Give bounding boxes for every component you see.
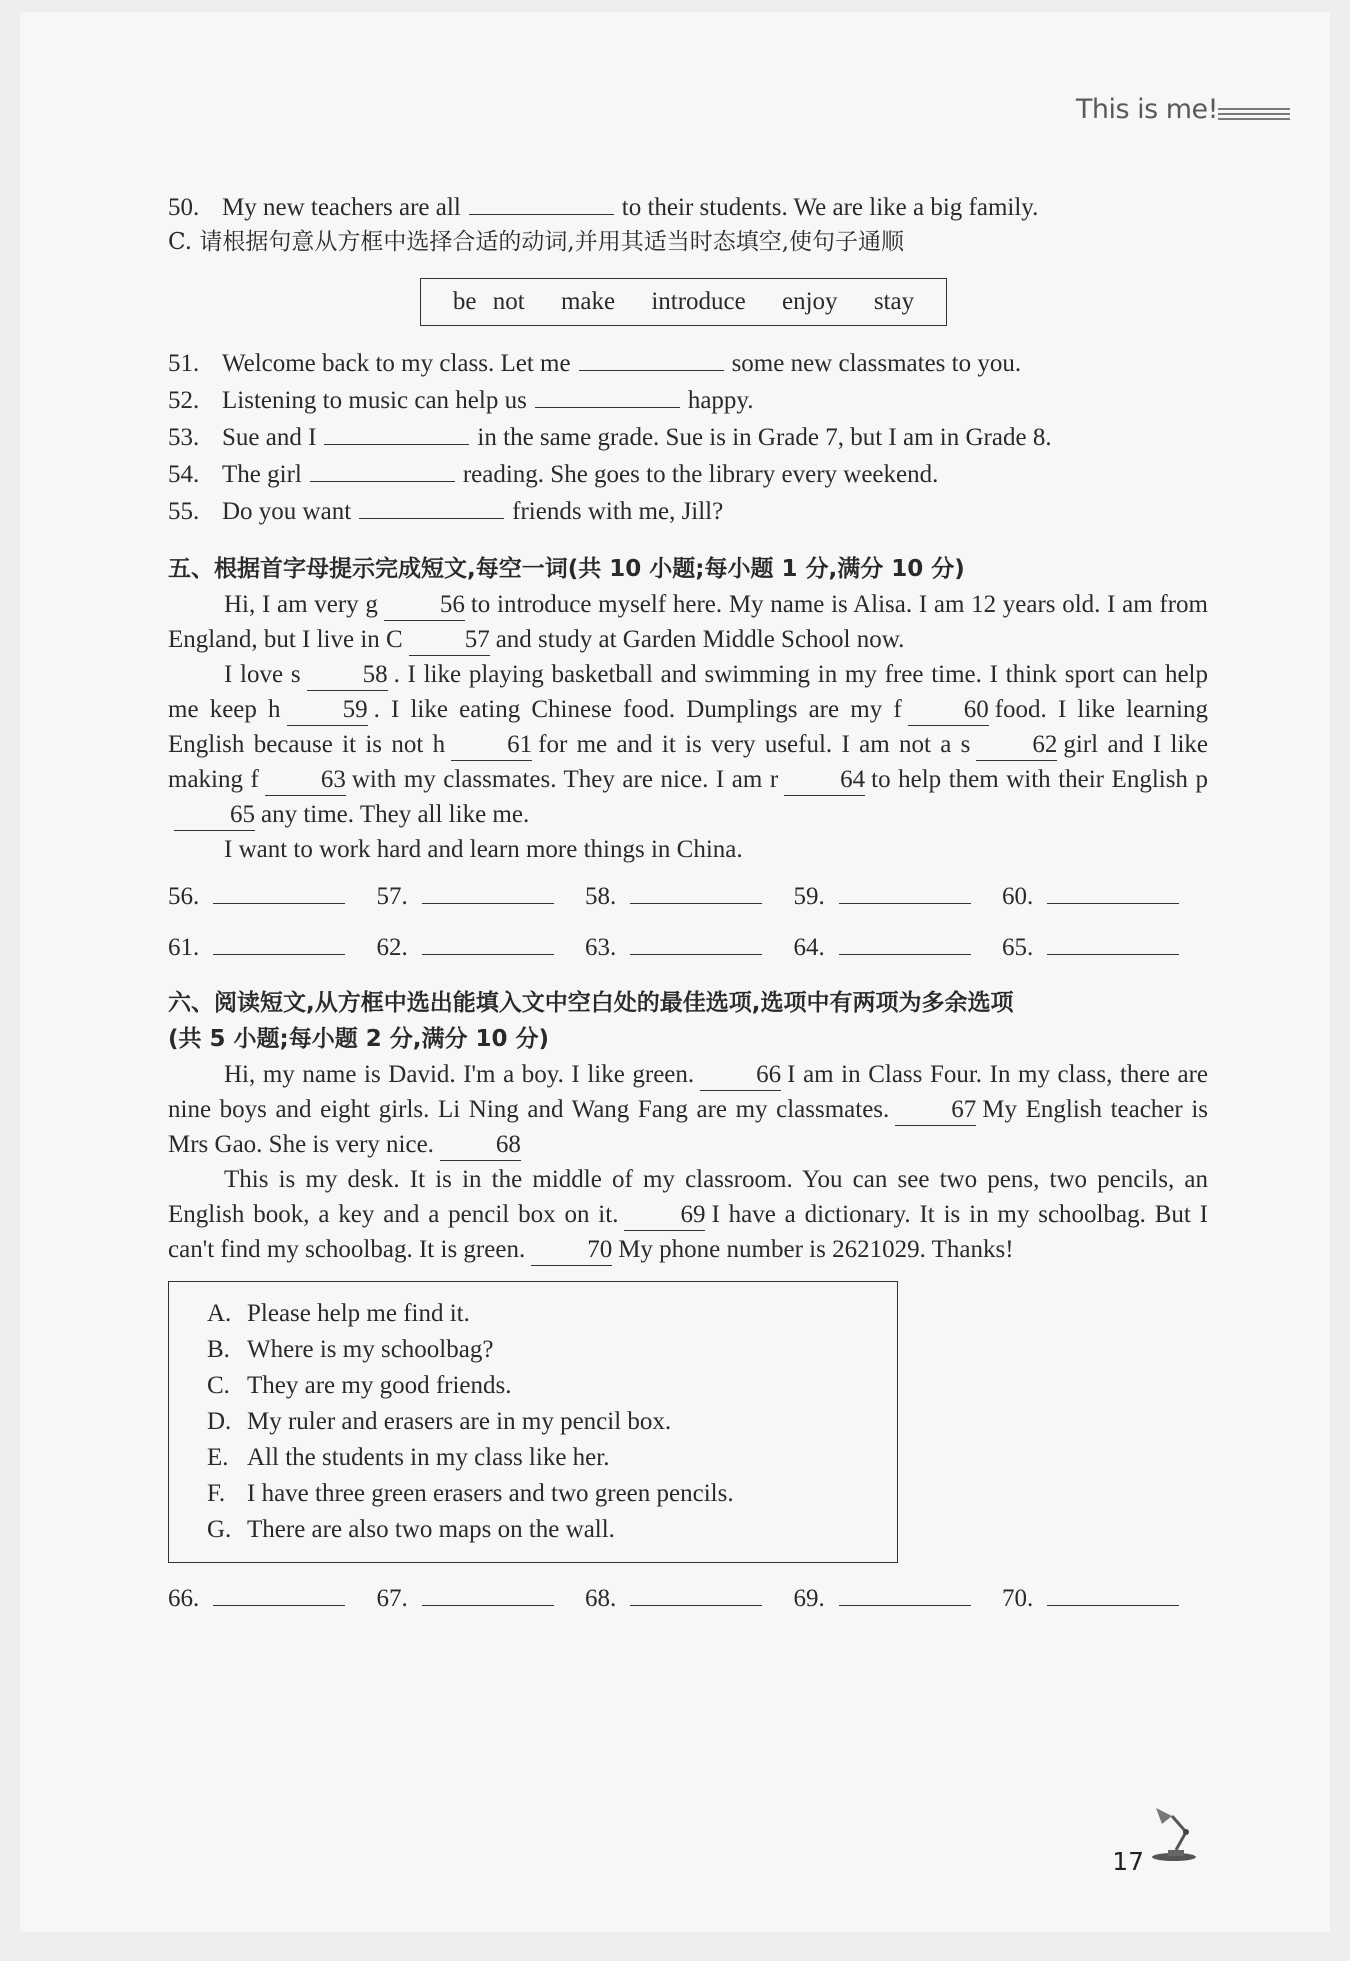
answer-blank[interactable] (579, 344, 724, 371)
answer-blank[interactable] (630, 928, 762, 955)
numbered-blank[interactable]: 68 (440, 1130, 521, 1161)
option-d[interactable]: D. My ruler and erasers are in my pencil box. (207, 1408, 672, 1435)
numbered-blank[interactable]: 57 (409, 625, 490, 656)
option-c[interactable]: C. They are my good friends. (207, 1372, 512, 1399)
options-box (168, 1281, 898, 1563)
numbered-blank[interactable]: 67 (895, 1095, 976, 1126)
numbered-blank[interactable]: 69 (624, 1200, 705, 1231)
answer-blank[interactable] (324, 418, 469, 445)
numbered-blank[interactable]: 58 (307, 660, 388, 691)
page-header-title: This is me! (1075, 94, 1218, 125)
answer-blank[interactable] (213, 928, 345, 955)
numbered-blank[interactable]: 62 (976, 730, 1057, 761)
header-decoration (1218, 108, 1290, 124)
answer-blank[interactable] (422, 928, 554, 955)
option-f[interactable]: F. I have three green erasers and two green pencils. (207, 1480, 734, 1507)
numbered-blank[interactable]: 56 (384, 590, 465, 621)
question-53: 53. Sue and I in the same grade. Sue is in Grade 7, but I am in Grade 8. (168, 418, 1208, 455)
numbered-blank[interactable]: 70 (531, 1235, 612, 1266)
workbook-page (20, 12, 1330, 1932)
section-5-paragraph-1: Hi, I am very g 56 to introduce myself here. My name is Alisa. I am 12 years old. I am from England, but I live in C 57 and study at Garden Middle School now. (168, 587, 1208, 657)
question-50: 50. My new teachers are all to their students. We are like a big family. (168, 188, 1208, 225)
numbered-blank[interactable]: 59 (287, 695, 368, 726)
section-5-paragraph-2: I love s 58 . I like playing basketball and swimming in my free time. I think sport can help me keep h 59 . I like eating Chinese food. Dumplings are my f 60 food. I like learning English because it is not h 61 for me and it is very useful. I am not a s 62 girl and I like making f 63 with my classmates. They are nice. I am r 64 to help them with their English p65 any time. They all like me. (168, 657, 1208, 832)
answer-blank[interactable] (213, 1579, 345, 1606)
answer-blank[interactable] (1047, 928, 1179, 955)
answer-blank[interactable] (213, 877, 345, 904)
option-b[interactable]: B. Where is my schoolbag? (207, 1336, 494, 1363)
question-54: 54. The girl reading. She goes to the library every weekend. (168, 455, 1208, 492)
question-52: 52. Listening to music can help us happy. (168, 381, 1208, 418)
answer-blank[interactable] (839, 928, 971, 955)
numbered-blank[interactable]: 64 (784, 765, 865, 796)
page-number: 17 (1112, 1847, 1144, 1876)
answer-blank[interactable] (630, 877, 762, 904)
question-55: 55. Do you want friends with me, Jill? (168, 492, 1208, 529)
answer-blank[interactable] (1047, 1579, 1179, 1606)
question-51: 51. Welcome back to my class. Let me some new classmates to you. (168, 344, 1208, 381)
answer-blank[interactable] (839, 1579, 971, 1606)
answer-blank[interactable] (469, 188, 614, 215)
option-e[interactable]: E. All the students in my class like her. (207, 1444, 610, 1471)
word-box (420, 278, 947, 326)
word-option: be not (452, 288, 525, 315)
part-c-instruction: C. 请根据句意从方框中选择合适的动词,并用其适当时态填空,使句子通顺 (168, 229, 905, 255)
page-content (168, 188, 1208, 1630)
word-option: introduce (651, 288, 746, 315)
section-6-paragraph-1: Hi, my name is David. I'm a boy. I like green. 66 I am in Class Four. In my class, there are nine boys and eight girls. Li Ning and Wang Fang are my classmates. 67 My English teacher is Mrs Gao. She is very nice. 68 (168, 1057, 1208, 1162)
numbered-blank[interactable]: 63 (265, 765, 346, 796)
option-a[interactable]: A. Please help me find it. (207, 1300, 470, 1327)
section-5-title: 五、根据首字母提示完成短文,每空一词(共 10 小题;每小题 1 分,满分 10 分) (168, 556, 965, 582)
option-g[interactable]: G. There are also two maps on the wall. (207, 1516, 615, 1543)
section-5-answer-row-1: 56. 57. 58. 59. 60. (168, 877, 1208, 914)
numbered-blank[interactable]: 66 (700, 1060, 781, 1091)
section-5-answer-row-2: 61. 62. 63. 64. 65. (168, 928, 1208, 965)
section-6-title: 六、阅读短文,从方框中选出能填入文中空白处的最佳选项,选项中有两项为多余选项 (共 5 小题;每小题 2 分,满分 10 分) (168, 990, 1014, 1052)
word-option: stay (873, 288, 915, 315)
answer-blank[interactable] (535, 381, 680, 408)
word-option: enjoy (782, 288, 838, 315)
answer-blank[interactable] (422, 1579, 554, 1606)
answer-blank[interactable] (310, 455, 455, 482)
answer-blank[interactable] (1047, 877, 1179, 904)
answer-blank[interactable] (839, 877, 971, 904)
numbered-blank[interactable]: 65 (174, 800, 255, 831)
answer-blank[interactable] (422, 877, 554, 904)
section-5-paragraph-3: I want to work hard and learn more things in China. (224, 836, 743, 863)
numbered-blank[interactable]: 60 (908, 695, 989, 726)
numbered-blank[interactable]: 61 (451, 730, 532, 761)
desk-lamp-icon (1148, 1802, 1200, 1862)
word-option: make (560, 288, 616, 315)
answer-blank[interactable] (630, 1579, 762, 1606)
section-6-answer-row: 66. 67. 68. 69. 70. (168, 1579, 1208, 1616)
answer-blank[interactable] (359, 492, 504, 519)
section-6-paragraph-2: This is my desk. It is in the middle of my classroom. You can see two pens, two pencils, an English book, a key and a pencil box on it. 69 I have a dictionary. It is in my schoolbag. But I can't find my schoolbag. It is green. 70 My phone number is 2621029. Thanks! (168, 1162, 1208, 1267)
